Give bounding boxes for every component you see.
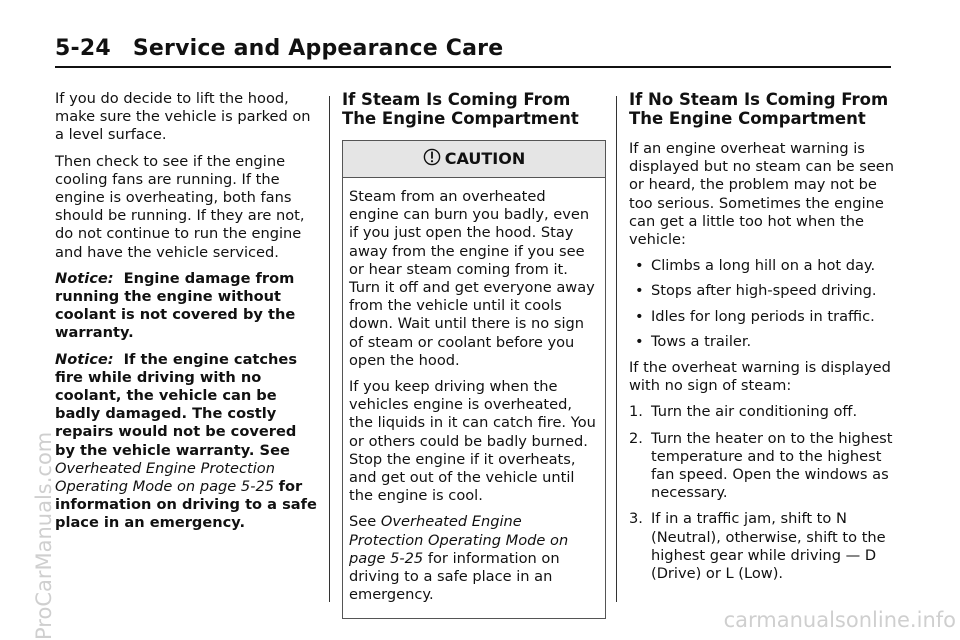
step-number: 3. [629,510,643,528]
notice-label: Notice: [55,269,114,287]
numbered-steps [629,403,899,583]
right-column [629,90,899,591]
caution-title: CAUTION [444,148,526,168]
column-divider-1 [329,96,330,602]
page-header [55,36,891,66]
step-number: 1. [629,403,643,421]
watermark-side: ProCarManuals.com [32,431,56,640]
left-column [55,90,319,541]
page-number: 5-24 [55,36,111,61]
step-text: Turn the air conditioning off. [651,403,858,421]
watermark-bottom: carmanualsonline.info [723,608,956,632]
section-heading-no-steam: If No Steam Is Coming From The Engine Compartment [629,90,889,128]
notice-text: If the engine catches fire while driving with no coolant, the vehicle can be badly damaged. The costly repairs would not be covered by the vehicle warranty. See [55,350,298,459]
list-item: • Climbs a long hill on a hot day. [629,257,899,275]
list-item: • Tows a trailer. [629,333,899,351]
list-item: • Idles for long periods in traffic. [629,308,899,326]
header-rule [55,66,891,68]
notice-text: Engine damage from running the engine without coolant is not covered by the warranty. [55,269,296,342]
step-item [629,430,899,503]
step-item [629,403,899,421]
bullet-list [629,257,899,351]
middle-column [342,90,604,619]
step-text: If in a traffic jam, shift to N (Neutral), otherwise, shift to the highest gear while driving — D (Drive) or L (Low). [651,510,886,583]
caution-body [343,178,605,618]
step-item [629,510,899,583]
warning-icon [423,148,441,170]
caution-paragraph: Steam from an overheated engine can burn you badly, even if you just open the hood. Stay away from the engine if you see or hear steam coming from it. Turn it off and get everyone away from the vehicle until it cools down. Wait until there is no sign of steam or coolant before you open the hood. [349,188,595,369]
paragraph-intro: If an engine overheat warning is displayed but no steam can be seen or heard, the problem may not be too serious. Sometimes the engine can get a little too hot when the vehicle: [629,140,895,249]
cross-reference-link[interactable]: Overheated Engine Protection Operating Mode on page 5-25 [349,513,569,567]
section-heading-steam: If Steam Is Coming From The Engine Compartment [342,90,579,128]
caution-paragraph: See Overheated Engine Protection Operating Mode on page 5-25 for information on driving to a safe place in an emergency. [349,513,569,604]
step-text: Turn the heater on to the highest temperature and to the highest fan speed. Open the windows as necessary. [651,429,893,502]
paragraph-lift-hood: If you do decide to lift the hood, make sure the vehicle is parked on a level surface. [55,90,311,144]
caution-paragraph: If you keep driving when the vehicles engine is overheated, the liquids in it can catch fire. You or others could be badly burned. Stop the engine if it overheats, and get out of the vehicle until the engine is cool. [349,378,596,505]
notice-label: Notice: [55,350,114,368]
caution-box [342,140,606,619]
column-divider-2 [616,96,617,602]
notice-coolant [55,270,319,343]
caution-header [343,141,605,178]
notice-tail: for information on driving to a safe place in an emergency. [55,478,317,532]
paragraph-check-fans: Then check to see if the engine cooling fans are running. If the engine is overheating, both fans should be running. If they are not, do not continue to run the engine and have the vehicle serviced. [55,152,305,261]
section-title: Service and Appearance Care [132,36,504,61]
notice-fire [55,351,319,533]
paragraph-steps-intro: If the overheat warning is displayed with no sign of steam: [629,359,891,395]
step-number: 2. [629,429,643,447]
cross-reference-link[interactable]: Overheated Engine Protection Operating Mode on page 5-25 [55,459,275,496]
list-item: • Stops after high-speed driving. [629,282,899,300]
